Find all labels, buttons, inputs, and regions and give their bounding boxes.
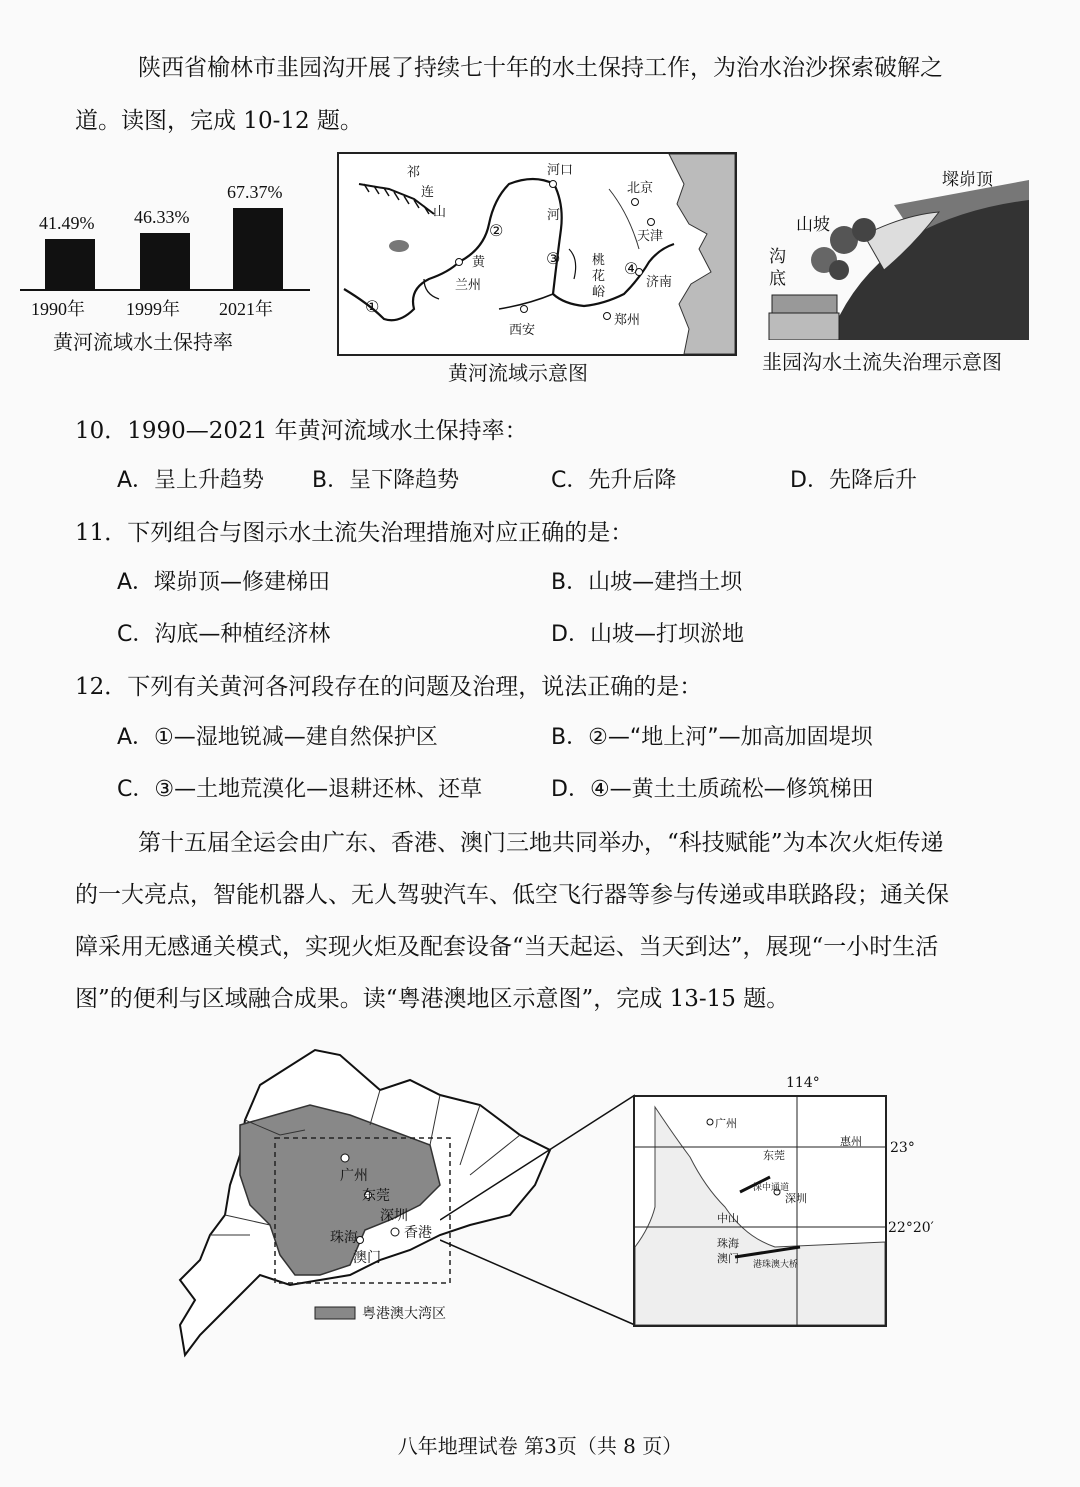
connector-bottom xyxy=(440,1240,635,1325)
inset-map-svg xyxy=(635,1097,885,1325)
label-yu: 峪 xyxy=(592,285,606,300)
question-12-option-d[interactable]: D．④—黄土土质疏松—修筑梯田 xyxy=(551,777,874,802)
label-n1: ① xyxy=(365,297,380,316)
inset-label-hzmb: 港珠澳大桥 xyxy=(753,1260,799,1270)
page-footer: 八年地理试卷 第3页（共 8 页） xyxy=(397,1434,683,1458)
label-hekou: 河口 xyxy=(547,163,574,178)
mountain-hatches xyxy=(364,184,429,214)
inset-lat-23: 23° xyxy=(890,1140,915,1156)
yellow-river-map xyxy=(337,152,737,356)
jiuyuangou-caption: 韭园沟水土流失治理示意图 xyxy=(762,350,1002,374)
question-11-option-d[interactable]: D．山坡—打坝淤地 xyxy=(551,622,744,647)
lake xyxy=(389,240,409,252)
label-shanpo: 山坡 xyxy=(796,215,830,235)
hekou-dot xyxy=(550,181,557,188)
question-12-option-a[interactable]: A．①—湿地锐减—建自然保护区 xyxy=(117,725,438,750)
label-shan: 山 xyxy=(433,205,447,220)
gd-label-guangzhou: 广州 xyxy=(340,1168,368,1184)
connector-top xyxy=(440,1095,635,1220)
question-12-option-c[interactable]: C．③—土地荒漠化—退耕还林、还草 xyxy=(117,777,483,802)
inset-lon-114: 114° xyxy=(786,1075,820,1091)
label-huang: 黄 xyxy=(472,255,486,270)
intro2-line2: 的一大亮点，智能机器人、无人驾驶汽车、低空飞行器等参与传递或串联路段；通关保 xyxy=(75,882,949,908)
question-10-option-a[interactable]: A．呈上升趋势 xyxy=(117,468,265,493)
jiuyuangou-diagram xyxy=(764,160,1029,340)
inset-label-zhongshan: 中山 xyxy=(717,1212,739,1225)
intro2-line3: 障采用无感通关模式，实现火炬及配套设备“当天起运、当天到达”，展现“一小时生活 xyxy=(75,934,939,960)
bar-chart xyxy=(20,182,310,319)
inset-label-huizhou: 惠州 xyxy=(840,1135,862,1148)
gully-floor xyxy=(769,313,839,340)
label-tianjin: 天津 xyxy=(637,229,664,244)
label-tao: 桃 xyxy=(592,253,606,268)
tree-4 xyxy=(829,260,849,280)
question-11-option-b[interactable]: B．山坡—建挡土坝 xyxy=(551,570,743,595)
label-gou: 沟 xyxy=(769,247,786,267)
label-n4: ④ xyxy=(624,259,639,278)
label-xian: 西安 xyxy=(509,323,536,338)
xian-dot xyxy=(521,306,528,313)
inset-label-shenzhen: 深圳 xyxy=(785,1192,807,1205)
bar-0 xyxy=(45,239,95,290)
gd-label-dongguan: 东莞 xyxy=(362,1188,390,1204)
bar-value-label-1: 46.33% xyxy=(134,207,190,227)
label-lanzhou: 兰州 xyxy=(455,278,482,293)
label-liangmao: 墚峁顶 xyxy=(942,170,993,190)
label-he: 河 xyxy=(547,208,561,223)
question-10-option-c[interactable]: C．先升后降 xyxy=(551,468,677,493)
haihe-river xyxy=(609,189,639,249)
question-10-option-b[interactable]: B．呈下降趋势 xyxy=(312,468,460,493)
xianggang-dot xyxy=(391,1228,399,1236)
bar-value-label-0: 41.49% xyxy=(39,213,95,233)
intro1-line1: 陕西省榆林市韭园沟开展了持续七十年的水土保持工作，为治水治沙探索破解之 xyxy=(138,55,943,81)
intro2-line1: 第十五届全运会由广东、香港、澳门三地共同举办，“科技赋能”为本次火炬传递 xyxy=(138,830,944,856)
question-12-stem: 12．下列有关黄河各河段存在的问题及治理，说法正确的是： xyxy=(75,674,703,700)
bar-value-label-2: 67.37% xyxy=(227,182,283,202)
bar-category-label-1: 1999年 xyxy=(126,299,180,319)
question-11-stem: 11．下列组合与图示水土流失治理措施对应正确的是： xyxy=(75,520,634,546)
lanzhou-dot xyxy=(456,259,463,266)
legend-swatch xyxy=(315,1307,355,1319)
gd-label-xianggang: 香港 xyxy=(404,1225,432,1241)
tree-2 xyxy=(852,218,876,242)
inset-label-shenzhong: 深中通道 xyxy=(753,1183,790,1193)
label-hua: 花 xyxy=(592,269,606,284)
inset-map xyxy=(633,1095,887,1327)
question-11-option-a[interactable]: A．墚峁顶—修建梯田 xyxy=(117,570,331,595)
gd-label-zhuhai: 珠海 xyxy=(330,1230,358,1246)
intro2-line4: 图”的便利与区域融合成果。读“粤港澳地区示意图”，完成 13-15 题。 xyxy=(75,986,790,1012)
yellow-river-map-caption: 黄河流域示意图 xyxy=(448,361,588,385)
zhengzhou-dot xyxy=(604,313,611,320)
inset-label-zhuhai: 珠海 xyxy=(717,1237,739,1250)
guangzhou-dot xyxy=(341,1154,349,1162)
bar-chart-caption: 黄河流域水土保持率 xyxy=(53,330,233,354)
label-qi: 祁 xyxy=(407,165,421,180)
yellow-river-map-svg xyxy=(339,154,735,354)
label-n2: ② xyxy=(489,221,504,240)
tianjin-dot xyxy=(648,219,655,226)
beijing-dot xyxy=(632,199,639,206)
label-zhengzhou: 郑州 xyxy=(614,313,641,328)
inset-lat-22-20: 22°20′ xyxy=(888,1220,934,1236)
gd-label-shenzhen: 深圳 xyxy=(380,1208,408,1224)
gd-legend-label: 粤港澳大湾区 xyxy=(362,1306,446,1322)
inset-guangzhou-dot xyxy=(707,1119,713,1125)
bar-category-label-0: 1990年 xyxy=(31,299,85,319)
question-11-option-c[interactable]: C．沟底—种植经济林 xyxy=(117,622,331,647)
question-10-option-d[interactable]: D．先降后升 xyxy=(790,468,917,493)
sea-area xyxy=(669,154,735,354)
intro1-line2: 道。读图，完成 10-12 题。 xyxy=(75,108,363,134)
inset-label-guangzhou: 广州 xyxy=(715,1117,737,1130)
jiuyuangou-svg xyxy=(764,160,1029,340)
fen-river xyxy=(569,249,576,279)
check-dam xyxy=(772,295,837,313)
bar-1 xyxy=(140,233,190,290)
question-10-stem: 10．1990—2021 年黄河流域水土保持率： xyxy=(75,418,528,444)
label-beijing: 北京 xyxy=(627,181,654,196)
inset-label-dongguan: 东莞 xyxy=(763,1149,785,1162)
inset-label-aomen: 澳门 xyxy=(717,1252,739,1265)
inset-connector-lines xyxy=(440,1090,640,1330)
label-di: 底 xyxy=(769,269,786,289)
bar-chart-baseline xyxy=(20,289,310,291)
label-lian: 连 xyxy=(421,185,435,200)
bar-category-label-2: 2021年 xyxy=(219,299,273,319)
tributary-a xyxy=(424,279,439,299)
gd-label-aomen: 澳门 xyxy=(353,1250,381,1266)
bar-2 xyxy=(233,208,283,290)
label-jinan: 济南 xyxy=(646,275,673,290)
question-12-option-b[interactable]: B．②—“地上河”—加高加固堤坝 xyxy=(551,725,873,750)
label-n3: ③ xyxy=(546,249,561,268)
